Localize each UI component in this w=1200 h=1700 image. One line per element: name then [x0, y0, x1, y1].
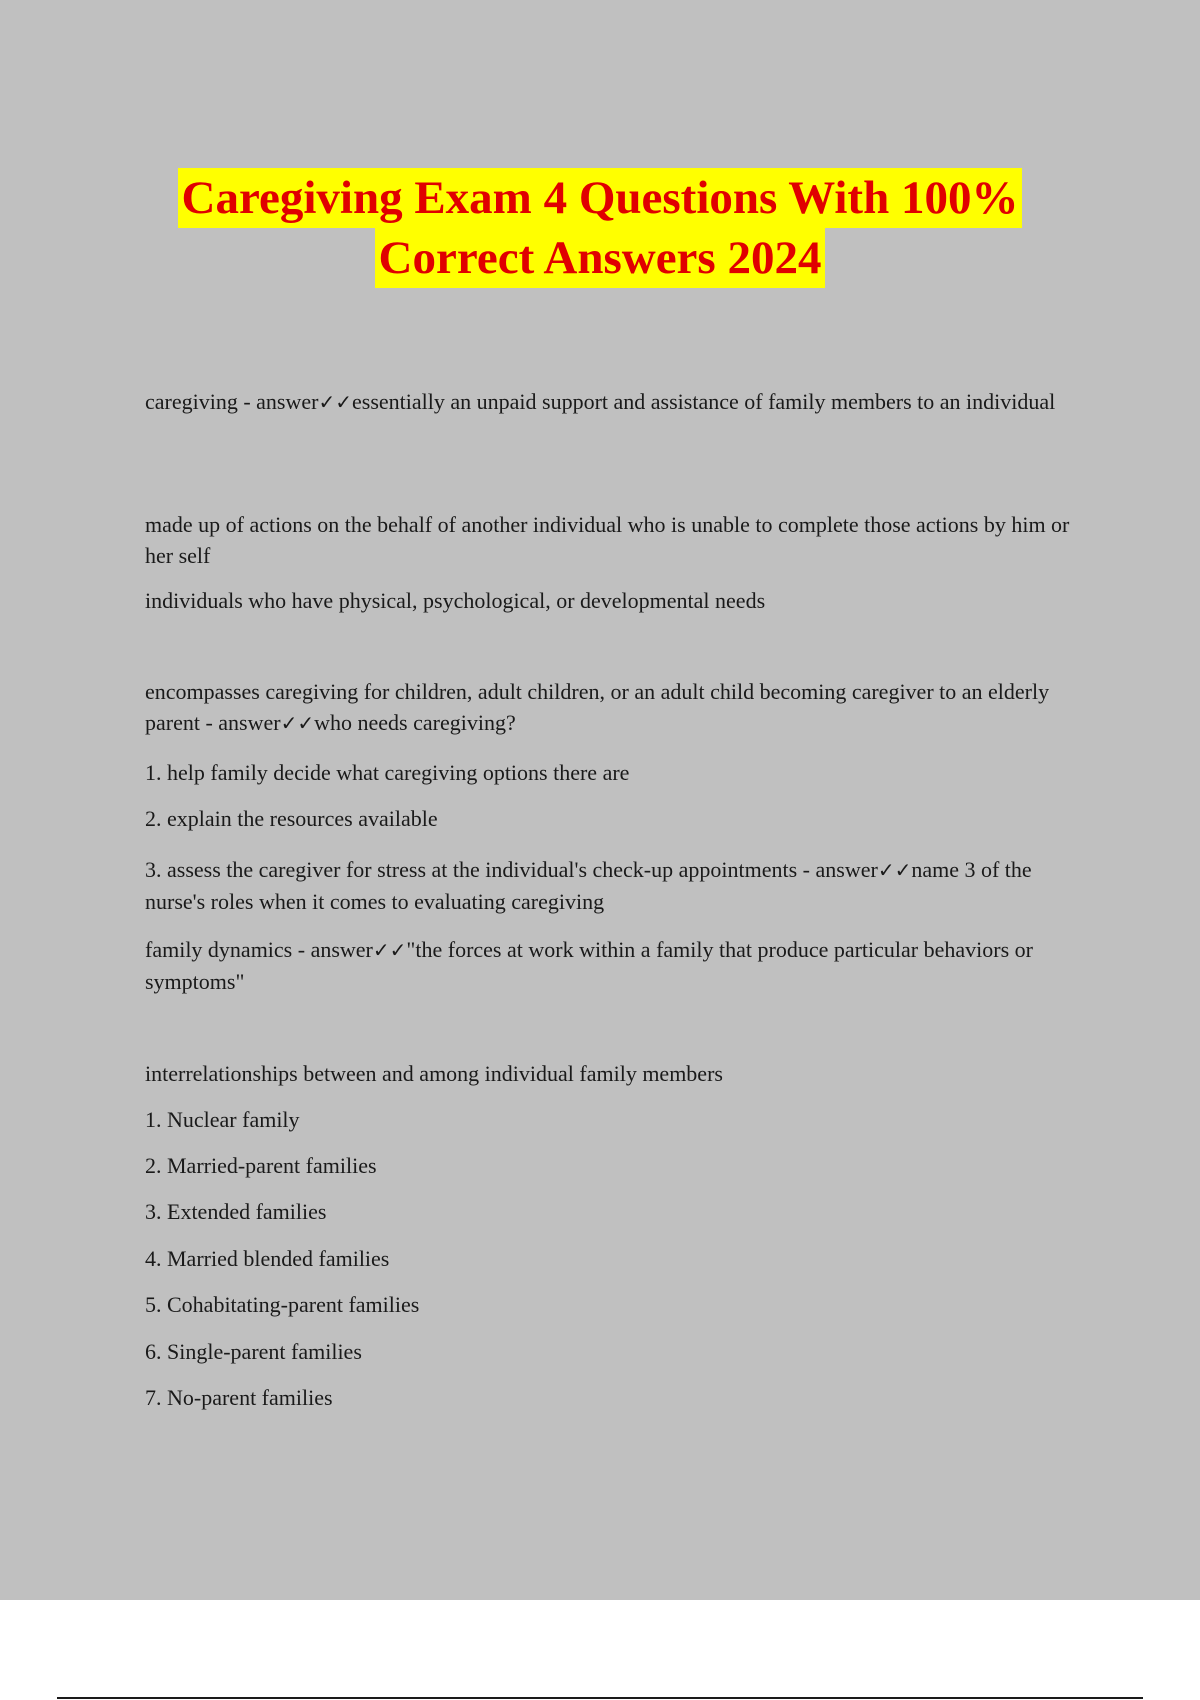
- qa-caregiving-definition: caregiving - answer✓✓essentially an unpaid support and assistance of family members to an individual: [145, 389, 1056, 414]
- text-individual-needs: individuals who have physical, psychological, or developmental needs: [145, 588, 766, 613]
- footer-divider: [57, 1697, 1143, 1699]
- qa-family-dynamics: family dynamics - answer✓✓"the forces at work within a family that produce particular behaviors or symptoms": [145, 937, 1033, 994]
- family-type-item: 5. Cohabitating-parent families: [145, 1292, 420, 1317]
- double-check-icon: ✓✓: [877, 858, 912, 882]
- text-interrelationships: interrelationships between and among individual family members: [145, 1061, 723, 1086]
- family-type-item: 1. Nuclear family: [145, 1107, 300, 1132]
- double-check-icon: ✓✓: [372, 938, 407, 962]
- nurse-role-2: 2. explain the resources available: [145, 806, 438, 831]
- document-title: [0, 168, 1200, 288]
- qa-nurse-roles: 3. assess the caregiver for stress at the individual's check-up appointments - answer✓✓name 3 of the nurse's roles when it comes to evaluating caregiving: [145, 857, 1032, 914]
- family-type-item: 4. Married blended families: [145, 1246, 390, 1271]
- nurse-role-1: 1. help family decide what caregiving options there are: [145, 760, 630, 785]
- family-type-item: 3. Extended families: [145, 1199, 327, 1224]
- family-type-item: 2. Married-parent families: [145, 1153, 377, 1178]
- title-line-1: Caregiving Exam 4 Questions With 100%: [178, 168, 1023, 228]
- double-check-icon: ✓✓: [318, 390, 352, 414]
- qa-who-needs-caregiving: encompasses caregiving for children, adult children, or an adult child becoming caregiver to an elderly parent - answer✓✓who needs caregiving?: [145, 679, 1050, 735]
- title-line-2: Correct Answers 2024: [375, 228, 826, 288]
- text-actions-behalf: made up of actions on the behalf of another individual who is unable to complete those actions by him or her self: [145, 512, 1070, 568]
- family-type-item: 7. No-parent families: [145, 1385, 333, 1410]
- family-type-item: 6. Single-parent families: [145, 1339, 362, 1364]
- double-check-icon: ✓✓: [280, 711, 315, 735]
